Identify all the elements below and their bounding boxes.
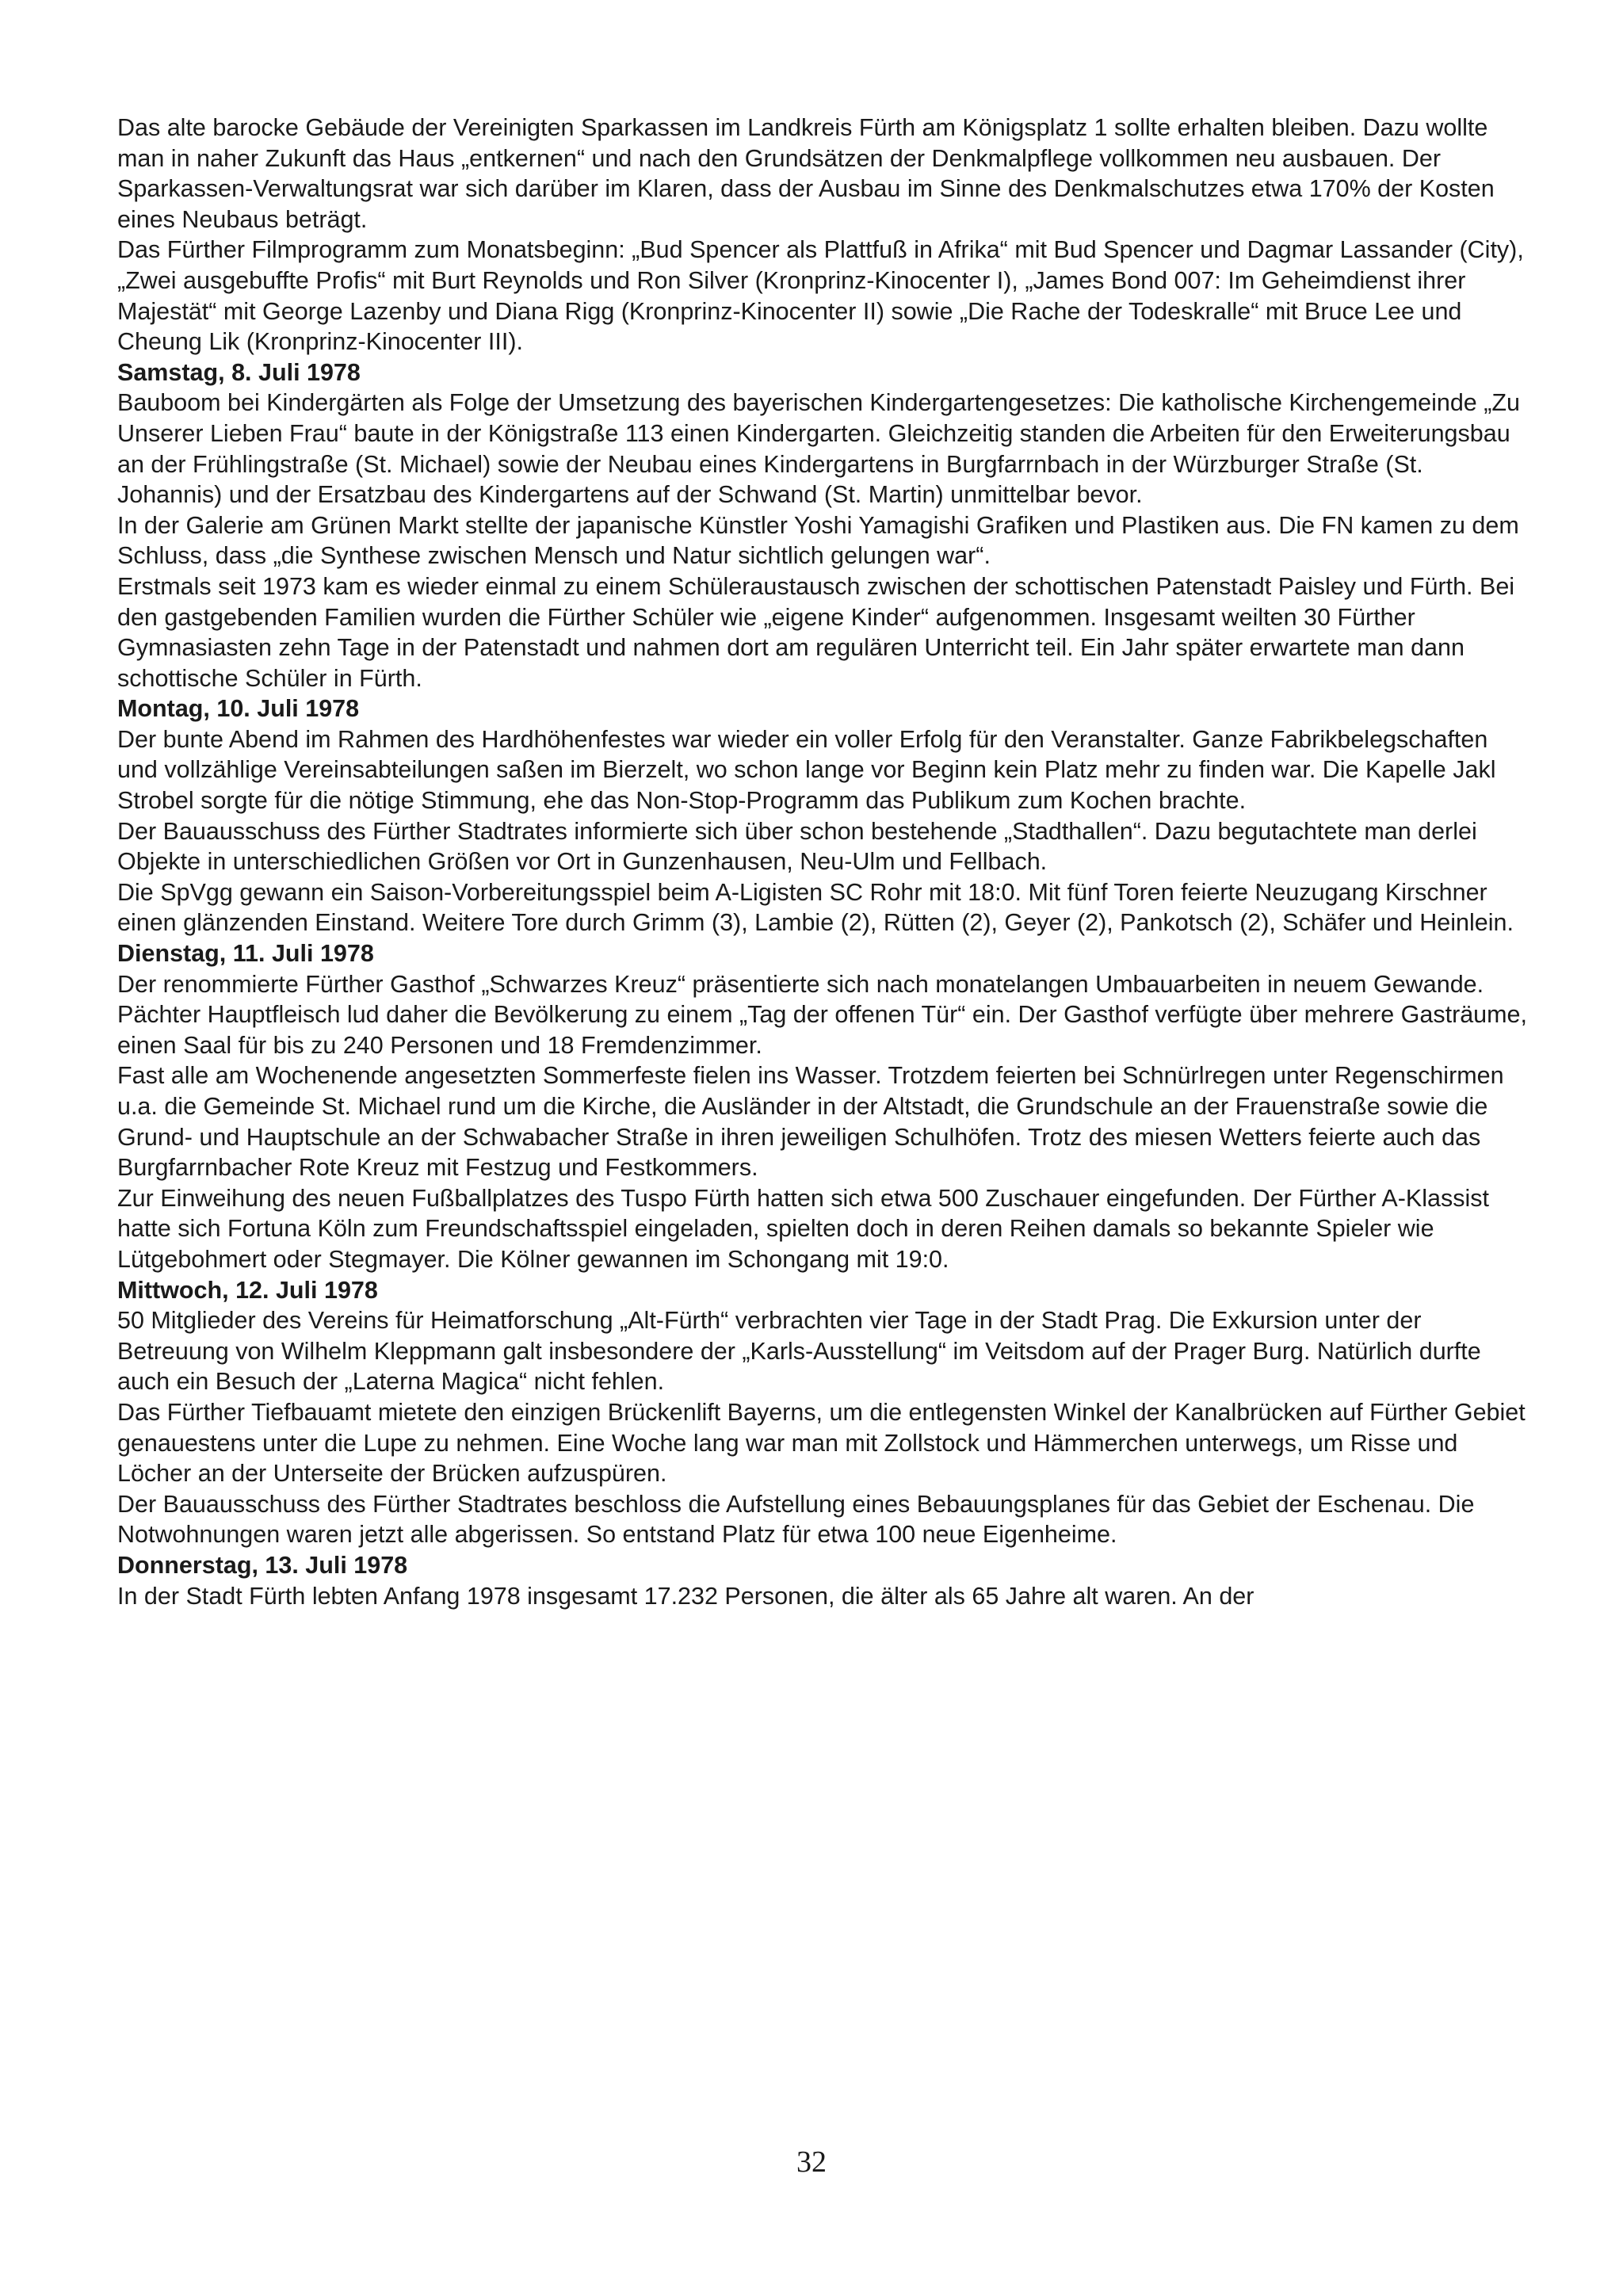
- paragraph: Die SpVgg gewann ein Saison-Vorbereitungsspiel beim A-Ligisten SC Rohr mit 18:0. Mit fünf Toren feierte Neuzugang Kirschner einen glänzenden Einstand. Weitere Tore durch Grimm (3), Lambie (2), Rütten (2), Geyer (2), Pankotsch (2), Schäfer und Heinlein.: [117, 878, 1514, 937]
- paragraph: Fast alle am Wochenende angesetzten Sommerfeste fielen ins Wasser. Trotzdem feierten bei Schnürlregen unter Regenschirmen u.a. die Gemeinde St. Michael rund um die Kirche, die Ausländer in der Altstadt, die Grundschule an der Frauenstraße sowie die Grund- und Hauptschule an der Schwabacher Straße in ihren jeweiligen Schulhöfen. Trotz des miesen Wetters feierte auch das Burgfarrnbacher Rote Kreuz mit Festzug und Festkommers.: [117, 1062, 1504, 1182]
- paragraph: In der Galerie am Grünen Markt stellte der japanische Künstler Yoshi Yamagishi Grafiken und Plastiken aus. Die FN kamen zu dem Schluss, dass „die Synthese zwischen Mensch und Natur sichtlich gelungen war“.: [117, 511, 1519, 570]
- section-montag: [117, 693, 1528, 938]
- date-heading: Montag, 10. Juli 1978: [117, 695, 360, 723]
- section-dienstag: [117, 938, 1528, 1275]
- date-heading: Mittwoch, 12. Juli 1978: [117, 1276, 378, 1304]
- paragraph: Der Bauausschuss des Fürther Stadtrates beschloss die Aufstellung eines Bebauungsplanes für das Gebiet der Eschenau. Die Notwohnungen waren jetzt alle abgerissen. So entstand Platz für etwa 100 neue Eigenheime.: [117, 1490, 1475, 1549]
- paragraph: Der renommierte Fürther Gasthof „Schwarzes Kreuz“ präsentierte sich nach monatelangen Umbauarbeiten in neuem Gewande. Pächter Hauptfleisch lud daher die Bevölkerung zu einem „Tag der offenen Tür“ ein. Der Gasthof verfügte über mehrere Gasträume, einen Saal für bis zu 240 Personen und 18 Fremdenzimmer.: [117, 970, 1527, 1059]
- paragraph: Das alte barocke Gebäude der Vereinigten Sparkassen im Landkreis Fürth am Königsplatz 1 sollte erhalten bleiben. Dazu wollte man in naher Zukunft das Haus „entkernen“ und nach den Grundsätzen der Denkmalpflege vollkommen neu ausbauen. Der Sparkassen-Verwaltungsrat war sich darüber im Klaren, dass der Ausbau im Sinne des Denkmalschutzes etwa 170% der Kosten eines Neubaus beträgt.: [117, 114, 1495, 233]
- date-heading: Dienstag, 11. Juli 1978: [117, 940, 374, 968]
- page-number: 32: [796, 2145, 827, 2179]
- section-donnerstag: [117, 1550, 1528, 1611]
- paragraph: Zur Einweihung des neuen Fußballplatzes des Tuspo Fürth hatten sich etwa 500 Zuschauer eingefunden. Der Fürther A-Klassist hatte sich Fortuna Köln zum Freundschaftsspiel eingeladen, spielten doch in deren Reihen damals so bekannte Spieler wie Lütgebohmert oder Stegmayer. Die Kölner gewannen im Schongang mit 19:0.: [117, 1184, 1489, 1273]
- paragraph: In der Stadt Fürth lebten Anfang 1978 insgesamt 17.232 Personen, die älter als 65 Jahre alt waren. An der: [117, 1582, 1254, 1610]
- paragraph: 50 Mitglieder des Vereins für Heimatforschung „Alt-Fürth“ verbrachten vier Tage in der Stadt Prag. Die Exkursion unter der Betreuung von Wilhelm Kleppmann galt insbesondere der „Karls-Ausstellung“ im Veitsdom auf der Prager Burg. Natürlich durfte auch ein Besuch der „Laterna Magica“ nicht fehlen.: [117, 1307, 1481, 1396]
- paragraph: Erstmals seit 1973 kam es wieder einmal zu einem Schüleraustausch zwischen der schottischen Patenstadt Paisley und Fürth. Bei den gastgebenden Familien wurden die Fürther Schüler wie „eigene Kinder“ aufgenommen. Insgesamt weilten 30 Fürther Gymnasiasten zehn Tage in der Patenstadt und nahmen dort am regulären Unterricht teil. Ein Jahr später erwartete man dann schottische Schüler in Fürth.: [117, 572, 1515, 692]
- section-samstag: [117, 357, 1528, 694]
- date-heading: Samstag, 8. Juli 1978: [117, 358, 361, 386]
- paragraph: Der Bauausschuss des Fürther Stadtrates informierte sich über schon bestehende „Stadthallen“. Dazu begutachtete man derlei Objekte in unterschiedlichen Größen vor Ort in Gunzenhausen, Neu-Ulm und Fellbach.: [117, 817, 1477, 876]
- paragraph: Das Fürther Filmprogramm zum Monatsbeginn: „Bud Spencer als Plattfuß in Afrika“ mit Bud Spencer und Dagmar Lassander (City), „Zwei ausgebuffte Profis“ mit Burt Reynolds und Ron Silver (Kronprinz-Kinocenter I), „James Bond 007: Im Geheimdienst ihrer Majestät“ mit George Lazenby und Diana Rigg (Kronprinz-Kinocenter II) sowie „Die Rache der Todeskralle“ mit Bruce Lee und Cheung Lik (Kronprinz-Kinocenter III).: [117, 236, 1524, 356]
- date-heading: Donnerstag, 13. Juli 1978: [117, 1551, 408, 1579]
- document-body: [117, 113, 1528, 1611]
- paragraph: Bauboom bei Kindergärten als Folge der Umsetzung des bayerischen Kindergartengesetzes: Die katholische Kirchengemeinde „Zu Unserer Lieben Frau“ baute in der Königstraße 113 einen Kindergarten. Gleichzeitig standen die Arbeiten für den Erweiterungsbau an der Frühlingstraße (St. Michael) sowie der Neubau eines Kindergartens in Burgfarrnbach in der Würzburger Straße (St. Johannis) und der Ersatzbau des Kindergartens auf der Schwand (St. Martin) unmittelbar bevor.: [117, 389, 1520, 509]
- paragraph: Der bunte Abend im Rahmen des Hardhöhenfestes war wieder ein voller Erfolg für den Veranstalter. Ganze Fabrikbelegschaften und vollzählige Vereinsabteilungen saßen im Bierzelt, wo schon lange vor Beginn kein Platz mehr zu finden war. Die Kapelle Jakl Strobel sorgte für die nötige Stimmung, ehe das Non-Stop-Programm das Publikum zum Kochen brachte.: [117, 725, 1496, 815]
- section-mittwoch: [117, 1275, 1528, 1550]
- paragraph: Das Fürther Tiefbauamt mietete den einzigen Brückenlift Bayerns, um die entlegensten Winkel der Kanalbrücken auf Fürther Gebiet genauestens unter die Lupe zu nehmen. Eine Woche lang war man mit Zollstock und Hämmerchen unterwegs, um Risse und Löcher an der Unterseite der Brücken aufzuspüren.: [117, 1398, 1526, 1488]
- intro-section: [117, 113, 1528, 357]
